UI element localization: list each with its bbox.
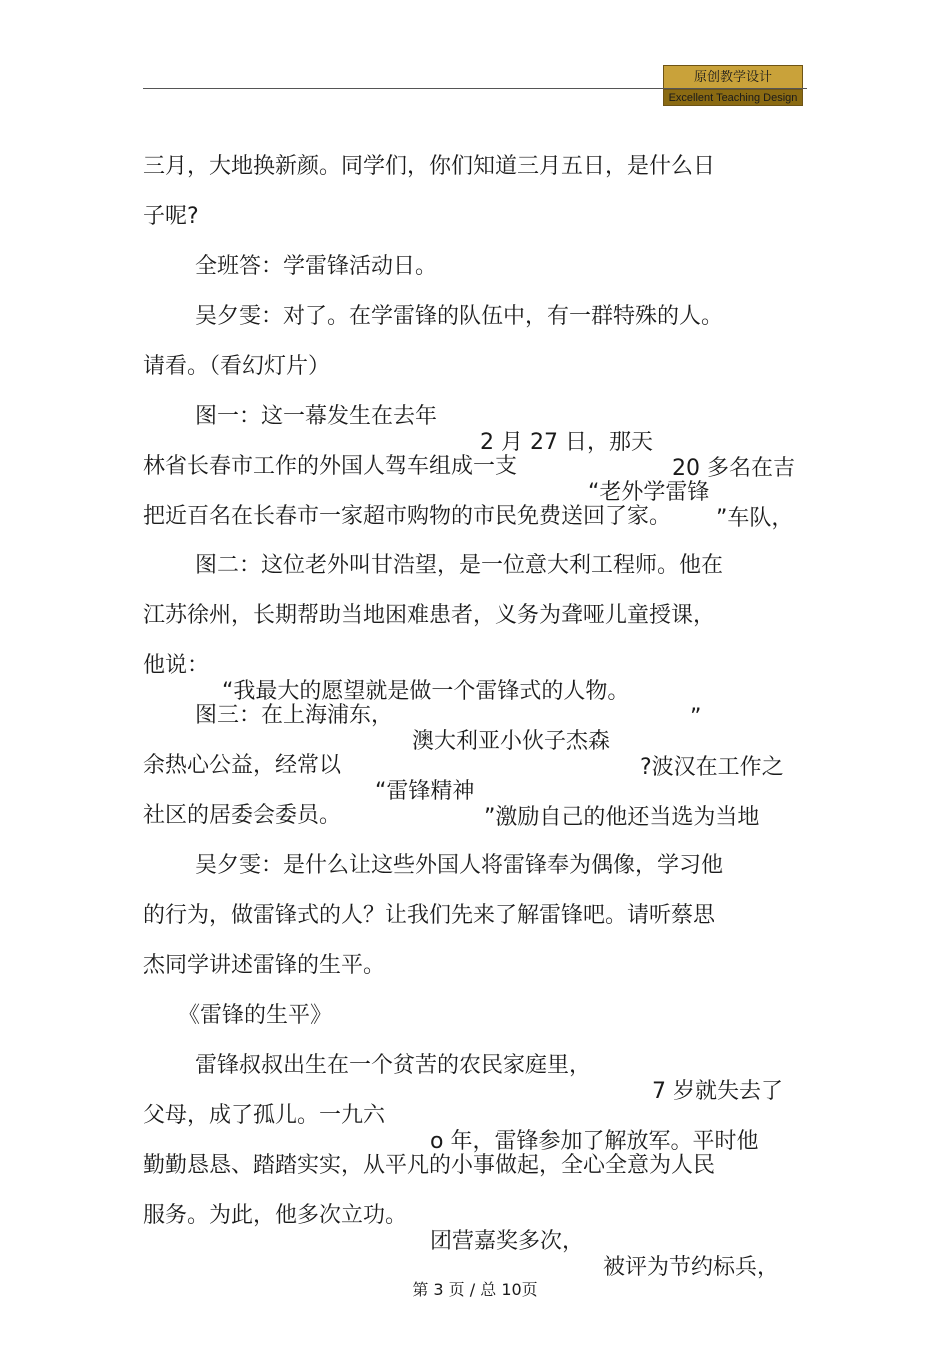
text-run: “老外学雷锋 (588, 480, 710, 505)
text-run: 江苏徐州，长期帮助当地困难患者，义务为聋哑儿童授课， (143, 603, 716, 628)
text-run: 他说： (143, 653, 210, 678)
header-rule (143, 88, 807, 89)
text-run: 服务。为此，他多次立功。 (143, 1203, 408, 1228)
text-run: 父母，成了孤儿。一九六 (143, 1103, 386, 1128)
text-run: 勤勤恳恳、踏踏实实，从平凡的小事做起，全心全意为人民 (143, 1153, 716, 1178)
text-run: “雷锋精神 (375, 779, 475, 804)
text-run: 三月，大地换新颜。同学们，你们知道三月五日，是什么日 (143, 154, 716, 179)
text-run: o 年，雷锋参加了解放军。平时他 (430, 1129, 759, 1154)
text-run: 余热心公益，经常以 (143, 753, 342, 778)
text-run: “我最大的愿望就是做一个雷锋式的人物。 (222, 679, 630, 704)
text-run: ”激励自己的他还当选为当地 (484, 805, 760, 830)
text-run: 7 岁就失去了 (652, 1079, 783, 1104)
text-run: 图二：这位老外叫甘浩望，是一位意大利工程师。他在 (195, 553, 724, 578)
text-run: 吴夕雯：对了。在学雷锋的队伍中，有一群特殊的人。 (195, 304, 724, 329)
text-run: 《雷锋的生平》 (178, 1003, 333, 1028)
text-run: 林省长春市工作的外国人驾车组成一支 (143, 454, 518, 479)
text-run: 把近百名在长春市一家超市购物的市民免费送回了家。 (143, 504, 672, 529)
text-run: 子呢? (143, 204, 199, 229)
brand-badge (663, 65, 803, 106)
text-run: 吴夕雯：是什么让这些外国人将雷锋奉为偶像，学习他 (195, 853, 724, 878)
badge-title: 原创教学设计 (663, 65, 803, 89)
text-run: ?波汉在工作之 (640, 755, 784, 780)
page-number: 第 3 页 / 总 10页 (412, 1280, 538, 1299)
text-run: 的行为，做雷锋式的人？让我们先来了解雷锋吧。请听蔡思 (143, 903, 716, 928)
badge-subtitle: Excellent Teaching Design (663, 89, 803, 106)
text-run: 杰同学讲述雷锋的生平。 (143, 953, 386, 978)
text-run: 社区的居委会委员。 (143, 803, 342, 828)
text-run: 被评为节约标兵， (603, 1255, 780, 1280)
text-run: 全班答：学雷锋活动日。 (195, 254, 438, 279)
text-run: 20 多名在吉 (672, 456, 795, 481)
text-run: 图一：这一幕发生在去年 (195, 404, 438, 429)
text-run: 澳大利亚小伙子杰森 (412, 729, 611, 754)
text-run: 2 月 27 日，那天 (480, 430, 653, 455)
text-run: ” (690, 705, 702, 730)
text-run: ”车队， (716, 506, 794, 531)
text-run: 图三：在上海浦东， (195, 703, 394, 728)
text-run: 团营嘉奖多次， (430, 1229, 585, 1254)
text-run: 请看。（看幻灯片） (143, 354, 331, 379)
text-run: 雷锋叔叔出生在一个贫苦的农民家庭里， (195, 1053, 592, 1078)
